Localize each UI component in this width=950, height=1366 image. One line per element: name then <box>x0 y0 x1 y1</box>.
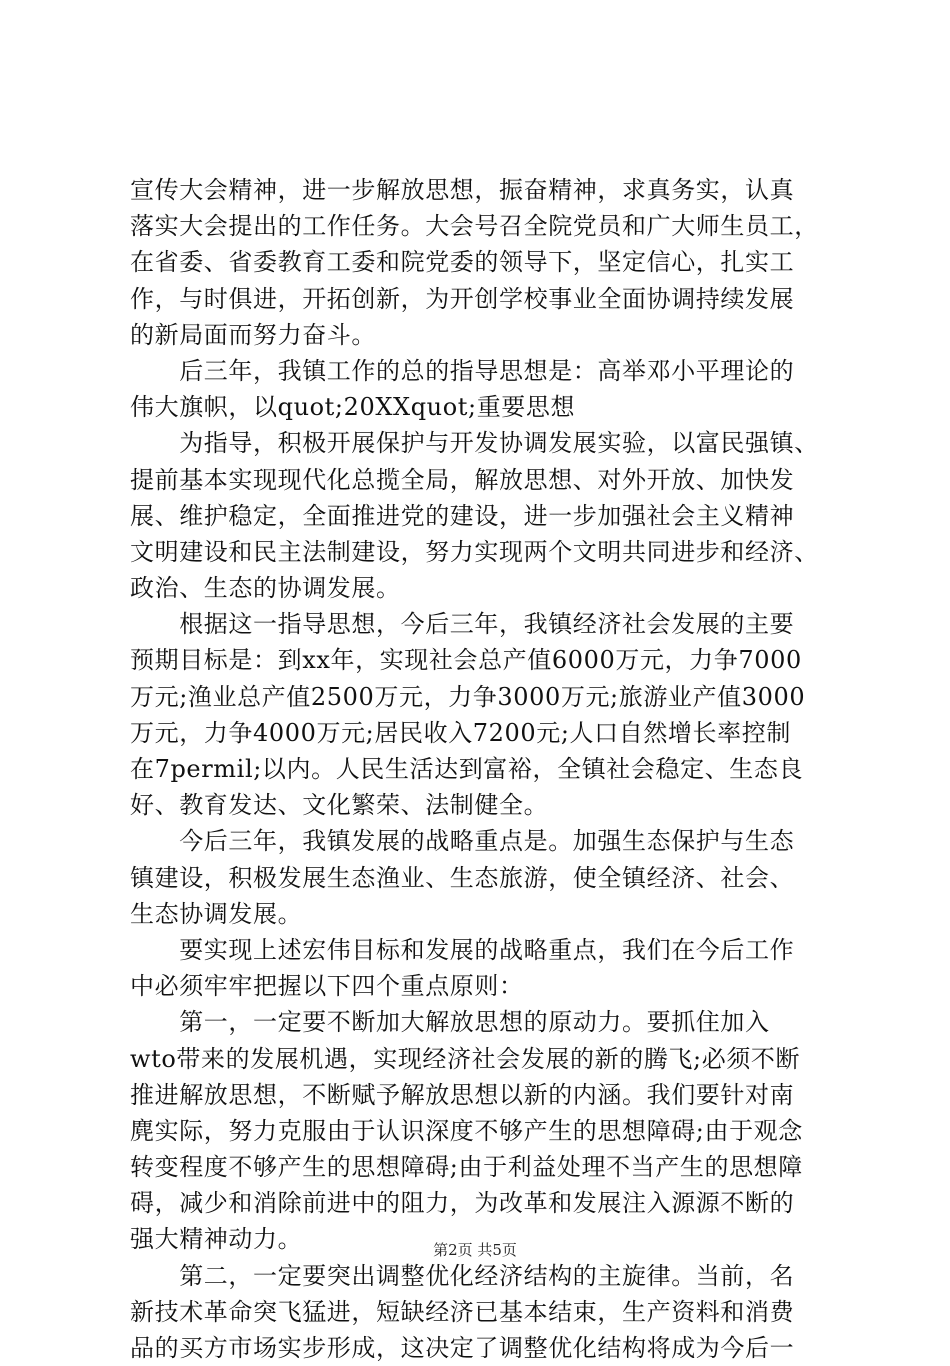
page-number-label: 第2页 共5页 <box>433 1241 517 1259</box>
text-line: 推进解放思想，不断赋予解放思想以新的内涵。我们要针对南 <box>130 1080 795 1109</box>
text-line: 万元;渔业总产值2500万元，力争3000万元;旅游业产值3000 <box>130 682 806 711</box>
text-line: 生态协调发展。 <box>130 899 303 928</box>
text-line: 碍，减少和消除前进中的阻力，为改革和发展注入源源不断的 <box>130 1189 795 1218</box>
text-line: 在7permil;以内。人民生活达到富裕，全镇社会稳定、生态良 <box>130 755 804 783</box>
text-line: 万元，力争4000万元;居民收入7200元;人口自然增长率控制 <box>130 718 791 747</box>
text-line: 中必须牢牢把握以下四个重点原则： <box>130 972 524 1001</box>
text-line: 宣传大会精神，进一步解放思想，振奋精神，求真务实，认真 <box>130 176 795 204</box>
text-line: 展、维护稳定，全面推进党的建设，进一步加强社会主义精神 <box>130 501 795 530</box>
text-line: wto带来的发展机遇，实现经济社会发展的新的腾飞;必须不断 <box>130 1044 801 1073</box>
text-line: 在省委、省委教育工委和院党委的领导下，坚定信心，扎实工 <box>130 248 795 277</box>
text-line: 伟大旗帜，以quot;20XXquot;重要思想 <box>130 393 576 422</box>
body-text <box>130 172 820 1366</box>
text-line: 提前基本实现现代化总揽全局，解放思想、对外开放、加快发 <box>130 465 795 494</box>
text-line: 预期目标是：到xx年，实现社会总产值6000万元，力争7000 <box>130 646 802 675</box>
text-line: 今后三年，我镇发展的战略重点是。加强生态保护与生态 <box>130 827 795 856</box>
page-footer <box>0 1240 950 1260</box>
text-line: 落实大会提出的工作任务。大会号召全院党员和广大师生员工， <box>130 212 819 241</box>
text-line: 转变程度不够产生的思想障碍;由于利益处理不当产生的思想障 <box>130 1153 803 1182</box>
text-line: 第一，一定要不断加大解放思想的原动力。要抓住加入 <box>130 1008 770 1037</box>
text-line: 好、教育发达、文化繁荣、法制健全。 <box>130 791 549 820</box>
text-line: 政治、生态的协调发展。 <box>130 574 401 603</box>
text-line: 麂实际，努力克服由于认识深度不够产生的思想障碍;由于观念 <box>130 1116 803 1145</box>
text-line: 第二，一定要突出调整优化经济结构的主旋律。当前，名 <box>130 1261 795 1290</box>
text-line: 强大精神动力。 <box>130 1225 303 1254</box>
text-line: 要实现上述宏伟目标和发展的战略重点，我们在今后工作 <box>130 935 795 964</box>
text-line: 后三年，我镇工作的总的指导思想是：高举邓小平理论的 <box>130 356 795 385</box>
text-line: 为指导，积极开展保护与开发协调发展实验，以富民强镇、 <box>130 429 819 458</box>
text-line: 新技术革命突飞猛进，短缺经济已基本结束，生产资料和消费 <box>130 1297 795 1326</box>
text-line: 品的买方市场实步形成，这决定了调整优化结构将成为今后一 <box>130 1334 795 1362</box>
text-line: 镇建设，积极发展生态渔业、生态旅游，使全镇经济、社会、 <box>130 863 795 892</box>
text-line: 文明建设和民主法制建设，努力实现两个文明共同进步和经济、 <box>130 537 819 566</box>
text-line: 作，与时俱进，开拓创新，为开创学校事业全面协调持续发展 <box>130 284 795 313</box>
text-line: 的新局面而努力奋斗。 <box>130 320 376 349</box>
text-line: 根据这一指导思想，今后三年，我镇经济社会发展的主要 <box>130 610 795 639</box>
